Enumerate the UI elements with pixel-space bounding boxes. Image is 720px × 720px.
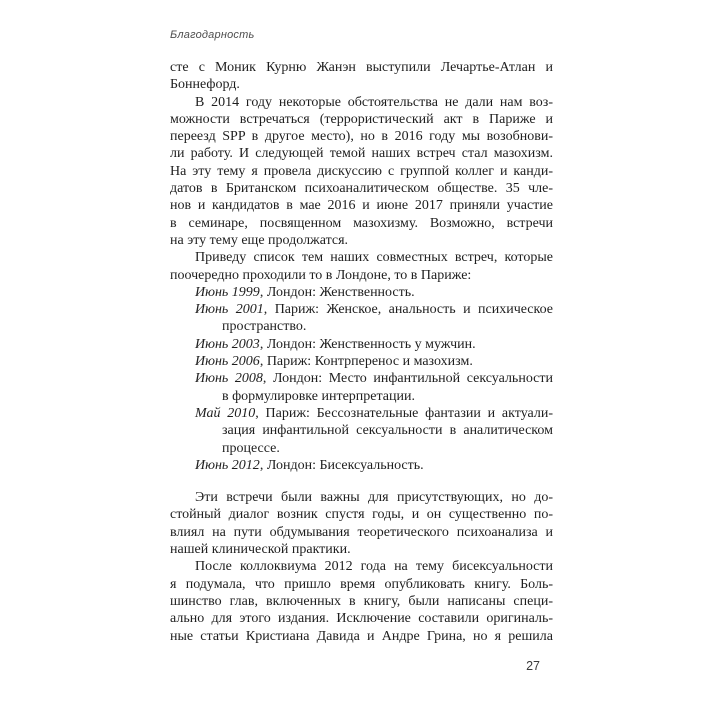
list-item-line: Июнь 2008, Лондон: Место инфантильной сексуальности <box>195 371 553 387</box>
text-line: можности встречаться (террористический акт в Париже и <box>170 111 553 127</box>
text-line: На эту тему я провела дискуссию с группой коллег и канди- <box>170 163 553 179</box>
text-line: переезд SPP в другое место), но в 2016 году мы возобнови- <box>170 129 553 145</box>
text-line: нашей клинической практики. <box>170 542 351 558</box>
list-item-line: Июнь 2012, Лондон: Бисексуальность. <box>195 457 424 473</box>
text-line: Приведу список тем наших совместных встреч, которые <box>195 250 553 266</box>
text-line: в семинаре, посвященном мазохизму. Возможно, встречи <box>170 215 553 231</box>
text-line: на эту тему еще продолжатся. <box>170 232 349 248</box>
text-line: я подумала, что пришло время опубликовать книгу. Боль- <box>170 576 553 592</box>
text-line: датов в Британском психоаналитическом обществе. 35 чле- <box>170 181 553 197</box>
text-line: ально для этого издания. Исключение составили оригиналь- <box>170 611 553 627</box>
text-line: Боннефорд. <box>170 77 240 93</box>
text-line: В 2014 году некоторые обстоятельства не дали нам воз- <box>195 94 553 110</box>
text-line: сте с Моник Курню Жанэн выступили Лечартье-Атлан и <box>170 60 553 75</box>
list-item-line: зация инфантильной сексуальности в аналитическом <box>222 423 553 439</box>
list-item-line: в формулировке интерпретации. <box>222 388 415 404</box>
list-item-line: Май 2010, Париж: Бессознательные фантазии и актуали- <box>195 405 553 421</box>
list-item-line: Июнь 2006, Париж: Контрперенос и мазохизм. <box>195 354 473 370</box>
list-item-line: Июнь 1999, Лондон: Женственность. <box>195 284 415 300</box>
text-block <box>170 59 553 645</box>
list-item-line: Июнь 2003, Лондон: Женственность у мужчин. <box>195 336 476 352</box>
list-item-line: пространство. <box>222 319 307 335</box>
text-line: Эти встречи были важны для присутствующих, но до- <box>195 490 553 506</box>
text-line: влиял на пути обдумывания теоретического психоанализа и <box>170 524 553 540</box>
list-item-line: Июнь 2001, Париж: Женское, анальность и психическое <box>195 302 553 318</box>
text-line: нов и кандидатов в мае 2016 и июне 2017 приняли участие <box>170 198 553 214</box>
running-header: Благодарность <box>170 29 255 41</box>
text-line: ные статьи Кристиана Давида и Андре Грина, но я решила <box>170 628 553 644</box>
list-item-line: процессе. <box>222 440 280 456</box>
text-line: стойный диалог возник спустя годы, и он существенно по- <box>170 507 553 523</box>
text-line: шинство глав, включенных в книгу, были написаны специ- <box>170 593 553 609</box>
text-line: После коллоквиума 2012 года на тему бисексуальности <box>195 559 553 575</box>
text-line: поочередно проходили то в Лондоне, то в Париже: <box>170 267 472 283</box>
text-line: ли работу. И следующей темой наших встреч стал мазохизм. <box>170 146 553 162</box>
page-number: 27 <box>526 659 540 673</box>
